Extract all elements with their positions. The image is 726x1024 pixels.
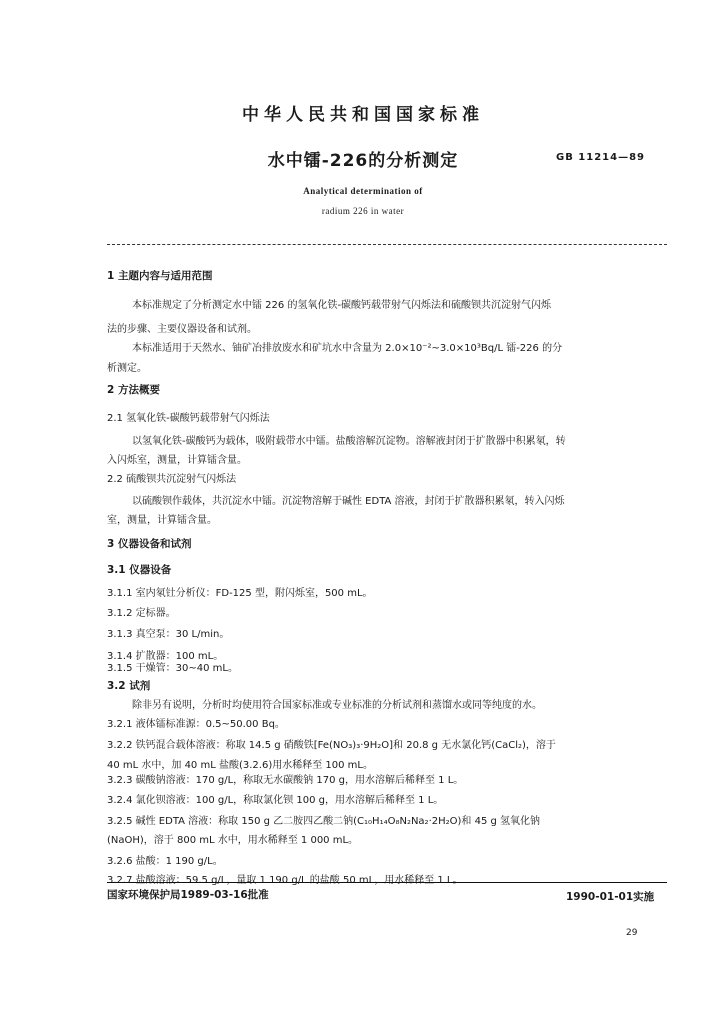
body-text-line: 入闪烁室，测量，计算镭含量。: [107, 455, 247, 466]
body-text-line: 3.1.2 定标器。: [107, 608, 176, 619]
body-text-line: 除非另有说明，分析时均使用符合国家标准或专业标准的分析试剂和蒸馏水或同等纯度的水。: [132, 700, 542, 711]
body-text-line: (NaOH)，溶于 800 mL 水中，用水稀释至 1 000 mL。: [107, 835, 359, 846]
implementation-date: 1990-01-01实施: [566, 891, 655, 903]
body-text-line: 3.1.1 室内氡钍分析仪：FD-125 型，附闪烁室，500 mL。: [107, 588, 373, 599]
body-text-line: 3.2.1 液体镭标准源：0.5~50.00 Bq。: [107, 719, 285, 730]
body-text-line: 本标准适用于天然水、铀矿冶排放废水和矿坑水中含量为 2.0×10⁻²~3.0×10³Bq/L 镭-226 的分: [132, 343, 563, 354]
body-text-line: 2.2 硫酸钡共沉淀射气闪烁法: [107, 474, 237, 485]
english-title-line-1: Analytical determination of: [303, 186, 423, 196]
section-heading: 3 仪器设备和试剂: [107, 538, 192, 550]
document-header: 中华人民共和国国家标准: [242, 105, 484, 125]
body-text-line: 本标准规定了分析测定水中镭 226 的氢氧化铁-碳酸钙载带射气闪烁法和硫酸钡共沉淀射气闪烁: [132, 300, 552, 311]
section-heading: 3.1 仪器设备: [107, 564, 172, 576]
body-text-line: 3.2.2 铁钙混合载体溶液：称取 14.5 g 硝酸铁[Fe(NO₃)₃·9H₂O]和 20.8 g 无水氯化钙(CaCl₂)，溶于: [107, 740, 556, 751]
footer-divider: [107, 882, 667, 883]
body-text-line: 法的步骤、主要仪器设备和试剂。: [107, 324, 257, 335]
header-divider: [107, 244, 667, 245]
body-text-line: 40 mL 水中，加 40 mL 盐酸(3.2.6)用水稀释至 100 mL。: [107, 760, 373, 771]
body-text-line: 3.1.4 扩散器：100 mL。: [107, 651, 224, 662]
document-title: 水中镭-226的分析测定: [267, 151, 459, 171]
section-heading: 1 主题内容与适用范围: [107, 270, 213, 282]
body-text-line: 室，测量，计算镭含量。: [107, 515, 217, 526]
body-text-line: 以硫酸钡作载体，共沉淀水中镭。沉淀物溶解于碱性 EDTA 溶液，封闭于扩散器积累氡，转入闪烁: [132, 496, 565, 507]
body-text-line: 以氢氧化铁-碳酸钙为载体，吸附载带水中镭。盐酸溶解沉淀物。溶解液封闭于扩散器中积累氡，转: [132, 436, 566, 447]
body-text-line: 3.2.6 盐酸：1 190 g/L。: [107, 856, 223, 867]
section-heading: 3.2 试剂: [107, 680, 151, 692]
english-title-line-2: radium 226 in water: [321, 206, 405, 216]
body-text-line: 3.1.5 干燥管：30~40 mL。: [107, 663, 238, 674]
body-text-line: 3.1.3 真空泵：30 L/min。: [107, 629, 230, 640]
body-text-line: 析测定。: [107, 363, 147, 374]
body-text-line: 2.1 氢氧化铁-碳酸钙载带射气闪烁法: [107, 413, 270, 424]
body-text-line: 3.2.4 氯化钡溶液：100 g/L，称取氯化钡 100 g，用水溶解后稀释至 1 L。: [107, 795, 444, 806]
approval-info: 国家环境保护局1989-03-16批准: [107, 889, 269, 901]
body-text-line: 3.2.3 碳酸钠溶液：170 g/L，称取无水碳酸钠 170 g，用水溶解后稀释至 1 L。: [107, 775, 464, 786]
body-text-line: 3.2.5 碱性 EDTA 溶液：称取 150 g 乙二胺四乙酸二钠(C₁₀H₁₄O₈N₂Na₂·2H₂O)和 45 g 氢氧化钠: [107, 816, 541, 827]
page-number: 29: [626, 928, 638, 938]
section-heading: 2 方法概要: [107, 384, 160, 396]
standard-number: GB 11214—89: [556, 152, 646, 163]
body-text-line: 3.2.7 盐酸溶液：59.5 g/L，量取 1 190 g/L 的盐酸 50 mL，用水稀释至 1 L。: [107, 875, 463, 886]
